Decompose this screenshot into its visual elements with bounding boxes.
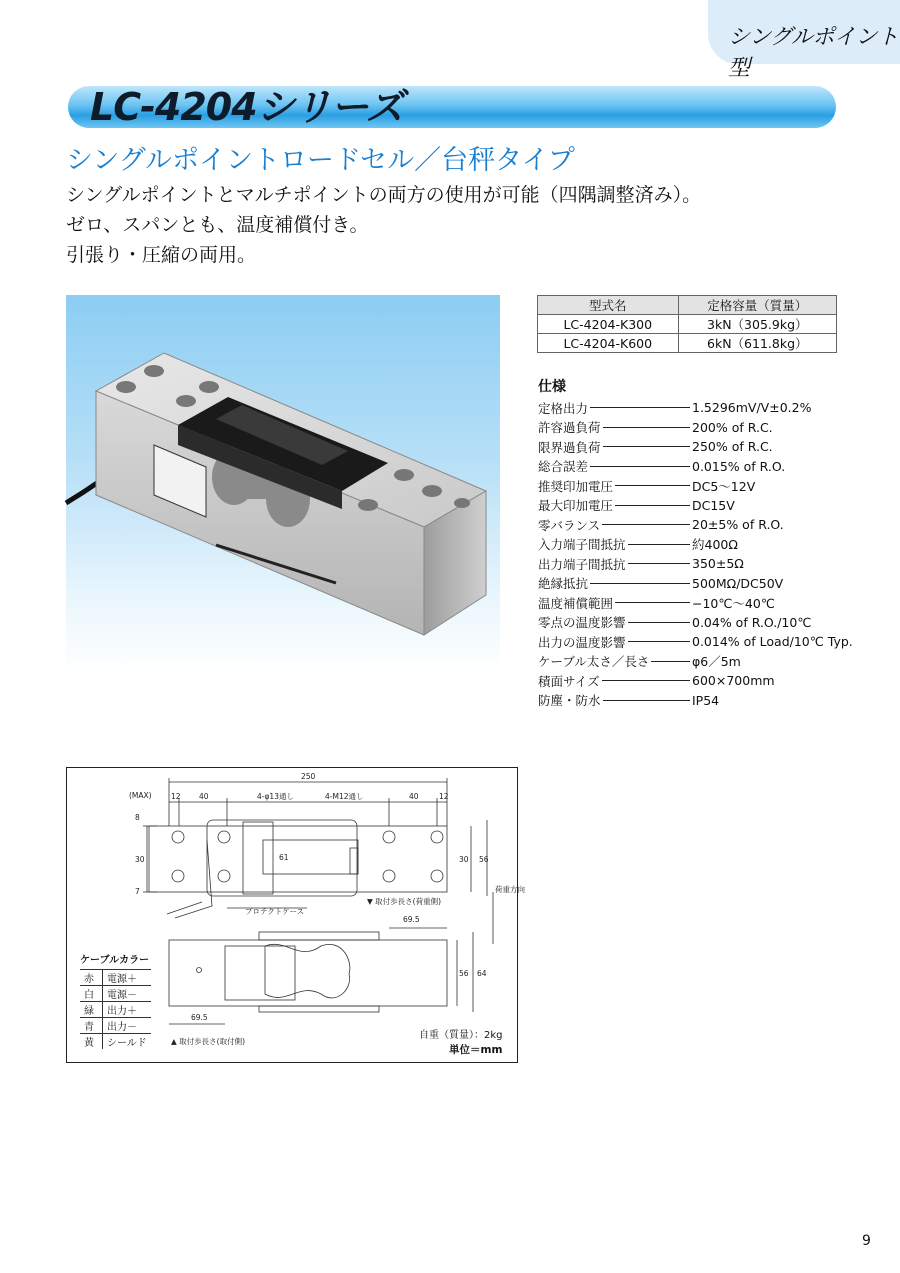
spec-row — [538, 574, 868, 594]
spec-value: DC5〜12V — [692, 478, 756, 494]
cable-color-title: ケーブルカラー — [80, 955, 150, 966]
product-photo — [66, 295, 500, 673]
dim-30-left: 30 — [135, 855, 145, 864]
spec-label: 出力の温度影響 — [538, 634, 626, 650]
dim-8: 8 — [135, 813, 140, 822]
table-header-model: 型式名 — [538, 296, 679, 315]
wire-color: 赤 — [80, 970, 103, 986]
dim-12-left: 12 — [171, 792, 181, 801]
spec-label: 零点の温度影響 — [538, 615, 626, 631]
spec-value: −10℃〜40℃ — [692, 595, 775, 611]
spec-heading: 仕様 — [538, 379, 566, 395]
load-direction-label: 荷重方向 — [495, 885, 525, 894]
wire-function: シールド — [103, 1034, 151, 1050]
dim-30-right: 30 — [459, 855, 469, 864]
spec-label: 防塵・防水 — [538, 693, 601, 709]
leader-line — [603, 446, 690, 447]
dim-max: (MAX) — [129, 791, 152, 800]
table-header-capacity: 定格容量（質量） — [678, 296, 836, 315]
spec-row — [538, 437, 868, 457]
dim-69-5-top: 69.5 — [403, 915, 420, 924]
spec-value: 350±5Ω — [692, 556, 744, 572]
spec-label: 総合誤差 — [538, 459, 589, 475]
dim-40-right: 40 — [409, 792, 419, 801]
wire-color: 青 — [80, 1018, 103, 1034]
spec-row — [538, 691, 868, 711]
wire-function: 電源－ — [103, 986, 151, 1002]
leader-line — [615, 602, 690, 603]
dim-7: 7 — [135, 887, 140, 896]
spec-value: 1.5296mV/V±0.2% — [692, 400, 812, 416]
spec-label: 許容過負荷 — [538, 420, 601, 436]
leader-line — [590, 466, 690, 467]
dim-69-5-bottom: 69.5 — [191, 1013, 208, 1022]
spec-label: 限界過負荷 — [538, 439, 601, 455]
page-title: LC-4204シリーズ — [90, 85, 403, 129]
dim-40-left: 40 — [199, 792, 209, 801]
leader-line — [628, 641, 690, 642]
wire-color: 白 — [80, 986, 103, 1002]
leader-line — [603, 700, 690, 701]
wire-function: 電源＋ — [103, 970, 151, 986]
dim-hole-label: 4-φ13通し — [257, 792, 294, 801]
dim-overall: 250 — [301, 772, 316, 781]
mount-fixed-side-label: ▲ 取付歩長さ(取付側) — [171, 1037, 246, 1046]
leader-line — [628, 563, 690, 564]
capacity-cell: 3kN（305.9kg） — [678, 315, 836, 334]
dim-thread-label: 4-M12通し — [325, 792, 364, 801]
leader-line — [651, 661, 690, 662]
title-bar — [68, 86, 836, 128]
spec-value: IP54 — [692, 692, 720, 708]
leader-line — [615, 505, 690, 506]
leader-line — [628, 544, 690, 545]
table-row — [80, 1002, 151, 1018]
spec-row — [538, 515, 868, 535]
dim-64: 64 — [477, 969, 487, 978]
spec-label: 積面サイズ — [538, 673, 600, 689]
spec-value: 600×700mm — [692, 673, 775, 689]
table-row — [80, 986, 151, 1002]
model-cell: LC-4204-K600 — [538, 334, 679, 353]
wire-function: 出力－ — [103, 1018, 151, 1034]
spec-row — [538, 671, 868, 691]
unit-note: 単位＝mm — [449, 1044, 503, 1056]
leader-line — [602, 680, 690, 681]
leader-line — [628, 622, 690, 623]
spec-label: 絶縁抵抗 — [538, 576, 589, 592]
spec-value: DC15V — [692, 497, 735, 513]
protect-case-label: プロテクトケース — [245, 907, 305, 916]
weight-note: 自重（質量）：2kg — [419, 1030, 503, 1041]
spec-label: 温度補償範囲 — [538, 595, 614, 611]
spec-label: 出力端子間抵抗 — [538, 556, 626, 572]
dim-61: 61 — [279, 853, 289, 862]
cable-color-table — [80, 951, 151, 1049]
spec-label: 推奨印加電圧 — [538, 478, 614, 494]
subtitle: シングルポイントロードセル／台秤タイプ — [66, 145, 575, 176]
model-table — [537, 295, 837, 353]
table-row — [80, 970, 151, 986]
spec-row — [538, 476, 868, 496]
spec-label: 入力端子間抵抗 — [538, 537, 626, 553]
load-cell-illustration — [66, 295, 500, 673]
spec-row — [538, 457, 868, 477]
spec-value: 500MΩ/DC50V — [692, 575, 784, 591]
leader-line — [603, 427, 690, 428]
table-row — [538, 315, 837, 334]
spec-value: 約400Ω — [692, 537, 738, 553]
category-tag-label: シングルポイント型 — [728, 25, 899, 81]
spec-row — [538, 418, 868, 438]
table-row — [80, 1034, 151, 1050]
dimension-drawing — [66, 767, 525, 1063]
spec-value: 0.015% of R.O. — [692, 458, 786, 474]
capacity-cell: 6kN（611.8kg） — [678, 334, 836, 353]
spec-row — [538, 593, 868, 613]
spec-row — [538, 632, 868, 652]
spec-list — [538, 398, 868, 710]
intro-line: シングルポイントとマルチポイントの両方の使用が可能（四隅調整済み）。 — [66, 184, 702, 206]
spec-label: 零バランス — [538, 517, 601, 533]
leader-line — [602, 524, 690, 525]
spec-row — [538, 613, 868, 633]
dim-12-right: 12 — [439, 792, 449, 801]
spec-label: ケーブル太さ／長さ — [538, 654, 650, 670]
dim-56-side: 56 — [459, 969, 469, 978]
spec-row — [538, 535, 868, 555]
spec-value: 200% of R.C. — [692, 419, 773, 435]
spec-value: 0.014% of Load/10℃ Typ. — [692, 634, 853, 650]
spec-row — [538, 496, 868, 516]
table-header-row — [538, 296, 837, 315]
wire-function: 出力＋ — [103, 1002, 151, 1018]
spec-row — [538, 652, 868, 672]
dim-56-top: 56 — [479, 855, 489, 864]
leader-line — [590, 407, 690, 408]
spec-label: 定格出力 — [538, 400, 589, 416]
mount-load-side-label: ▼ 取付歩長さ(荷重側) — [367, 897, 442, 906]
leader-line — [615, 485, 690, 486]
spec-value: φ6／5m — [692, 654, 741, 670]
intro-text — [66, 180, 701, 270]
spec-value: 0.04% of R.O./10℃ — [692, 614, 812, 630]
spec-value: 20±5% of R.O. — [692, 517, 784, 533]
table-row — [538, 334, 837, 353]
wire-color: 黄 — [80, 1034, 103, 1050]
model-cell: LC-4204-K300 — [538, 315, 679, 334]
intro-line: ゼロ、スパンとも、温度補償付き。 — [66, 214, 369, 236]
category-tag — [708, 0, 900, 81]
wire-color: 緑 — [80, 1002, 103, 1018]
spec-row — [538, 554, 868, 574]
leader-line — [590, 583, 690, 584]
spec-label: 最大印加電圧 — [538, 498, 614, 514]
spec-row — [538, 398, 868, 418]
page-number: 9 — [862, 1233, 871, 1249]
intro-line: 引張り・圧縮の両用。 — [66, 244, 257, 266]
table-row — [80, 1018, 151, 1034]
spec-value: 250% of R.C. — [692, 439, 773, 455]
